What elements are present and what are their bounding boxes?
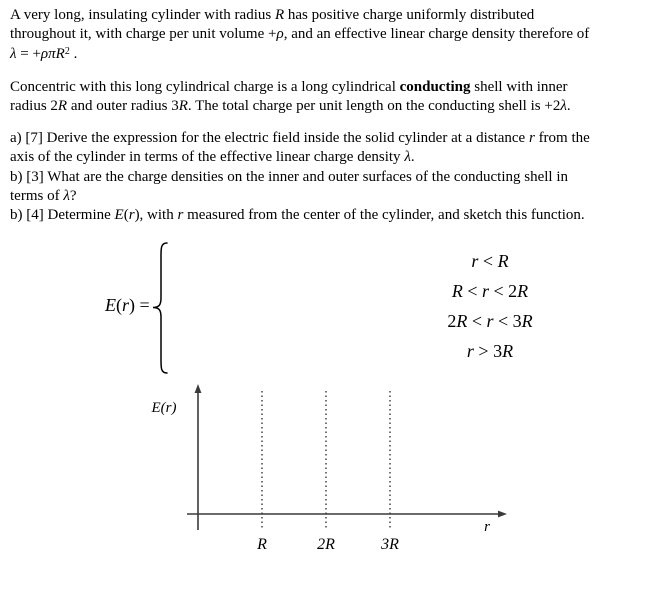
y-axis-label: E(r) <box>151 400 177 416</box>
curly-brace <box>149 240 171 376</box>
problem-intro-paragraph: A very long, insulating cylinder with radius R has positive charge uniformly distributed throughout it, with charge per unit volume +ρ, and an effective linear charge density therefore of λ = +ρπR$^2$ . <box>10 7 590 62</box>
problem-questions-paragraph: a) [7] Derive the expression for the electric field inside the solid cylinder at a distance r from the axis of the cylinder in terms of the effective linear charge density λ. b) [3] What are the charge densities on the inner and outer surfaces of the conducting shell in terms of λ? b) [4] Determine E(r), with r measured from the center of the cylinder, and sketch this function. <box>10 130 590 224</box>
equation-lhs: E(r) = <box>105 295 150 315</box>
condition-R-lt-r-lt-2R: R < r < 2R <box>451 281 529 301</box>
x-axis-arrow-icon <box>498 511 507 518</box>
tick-label-3R: 3R <box>381 536 399 553</box>
condition-2R-lt-r-lt-3R: 2R < r < 3R <box>447 311 533 331</box>
y-axis-arrow-icon <box>195 384 202 393</box>
curly-brace-path <box>153 243 167 373</box>
sketch-graph <box>140 383 520 568</box>
condition-r-lt-R: r < R <box>471 251 509 271</box>
tick-label-2R: 2R <box>317 536 335 553</box>
condition-r-gt-3R: r > 3R <box>466 341 514 361</box>
problem-shell-paragraph: Concentric with this long cylindrical charge is a long cylindrical conducting shell with inner radius 2R and outer radius 3R. The total charge per unit length on the conducting shell is +2λ. <box>10 79 571 115</box>
equation-conditions <box>398 246 582 366</box>
x-axis-label: r <box>484 519 490 535</box>
tick-label-R: R <box>257 536 267 553</box>
